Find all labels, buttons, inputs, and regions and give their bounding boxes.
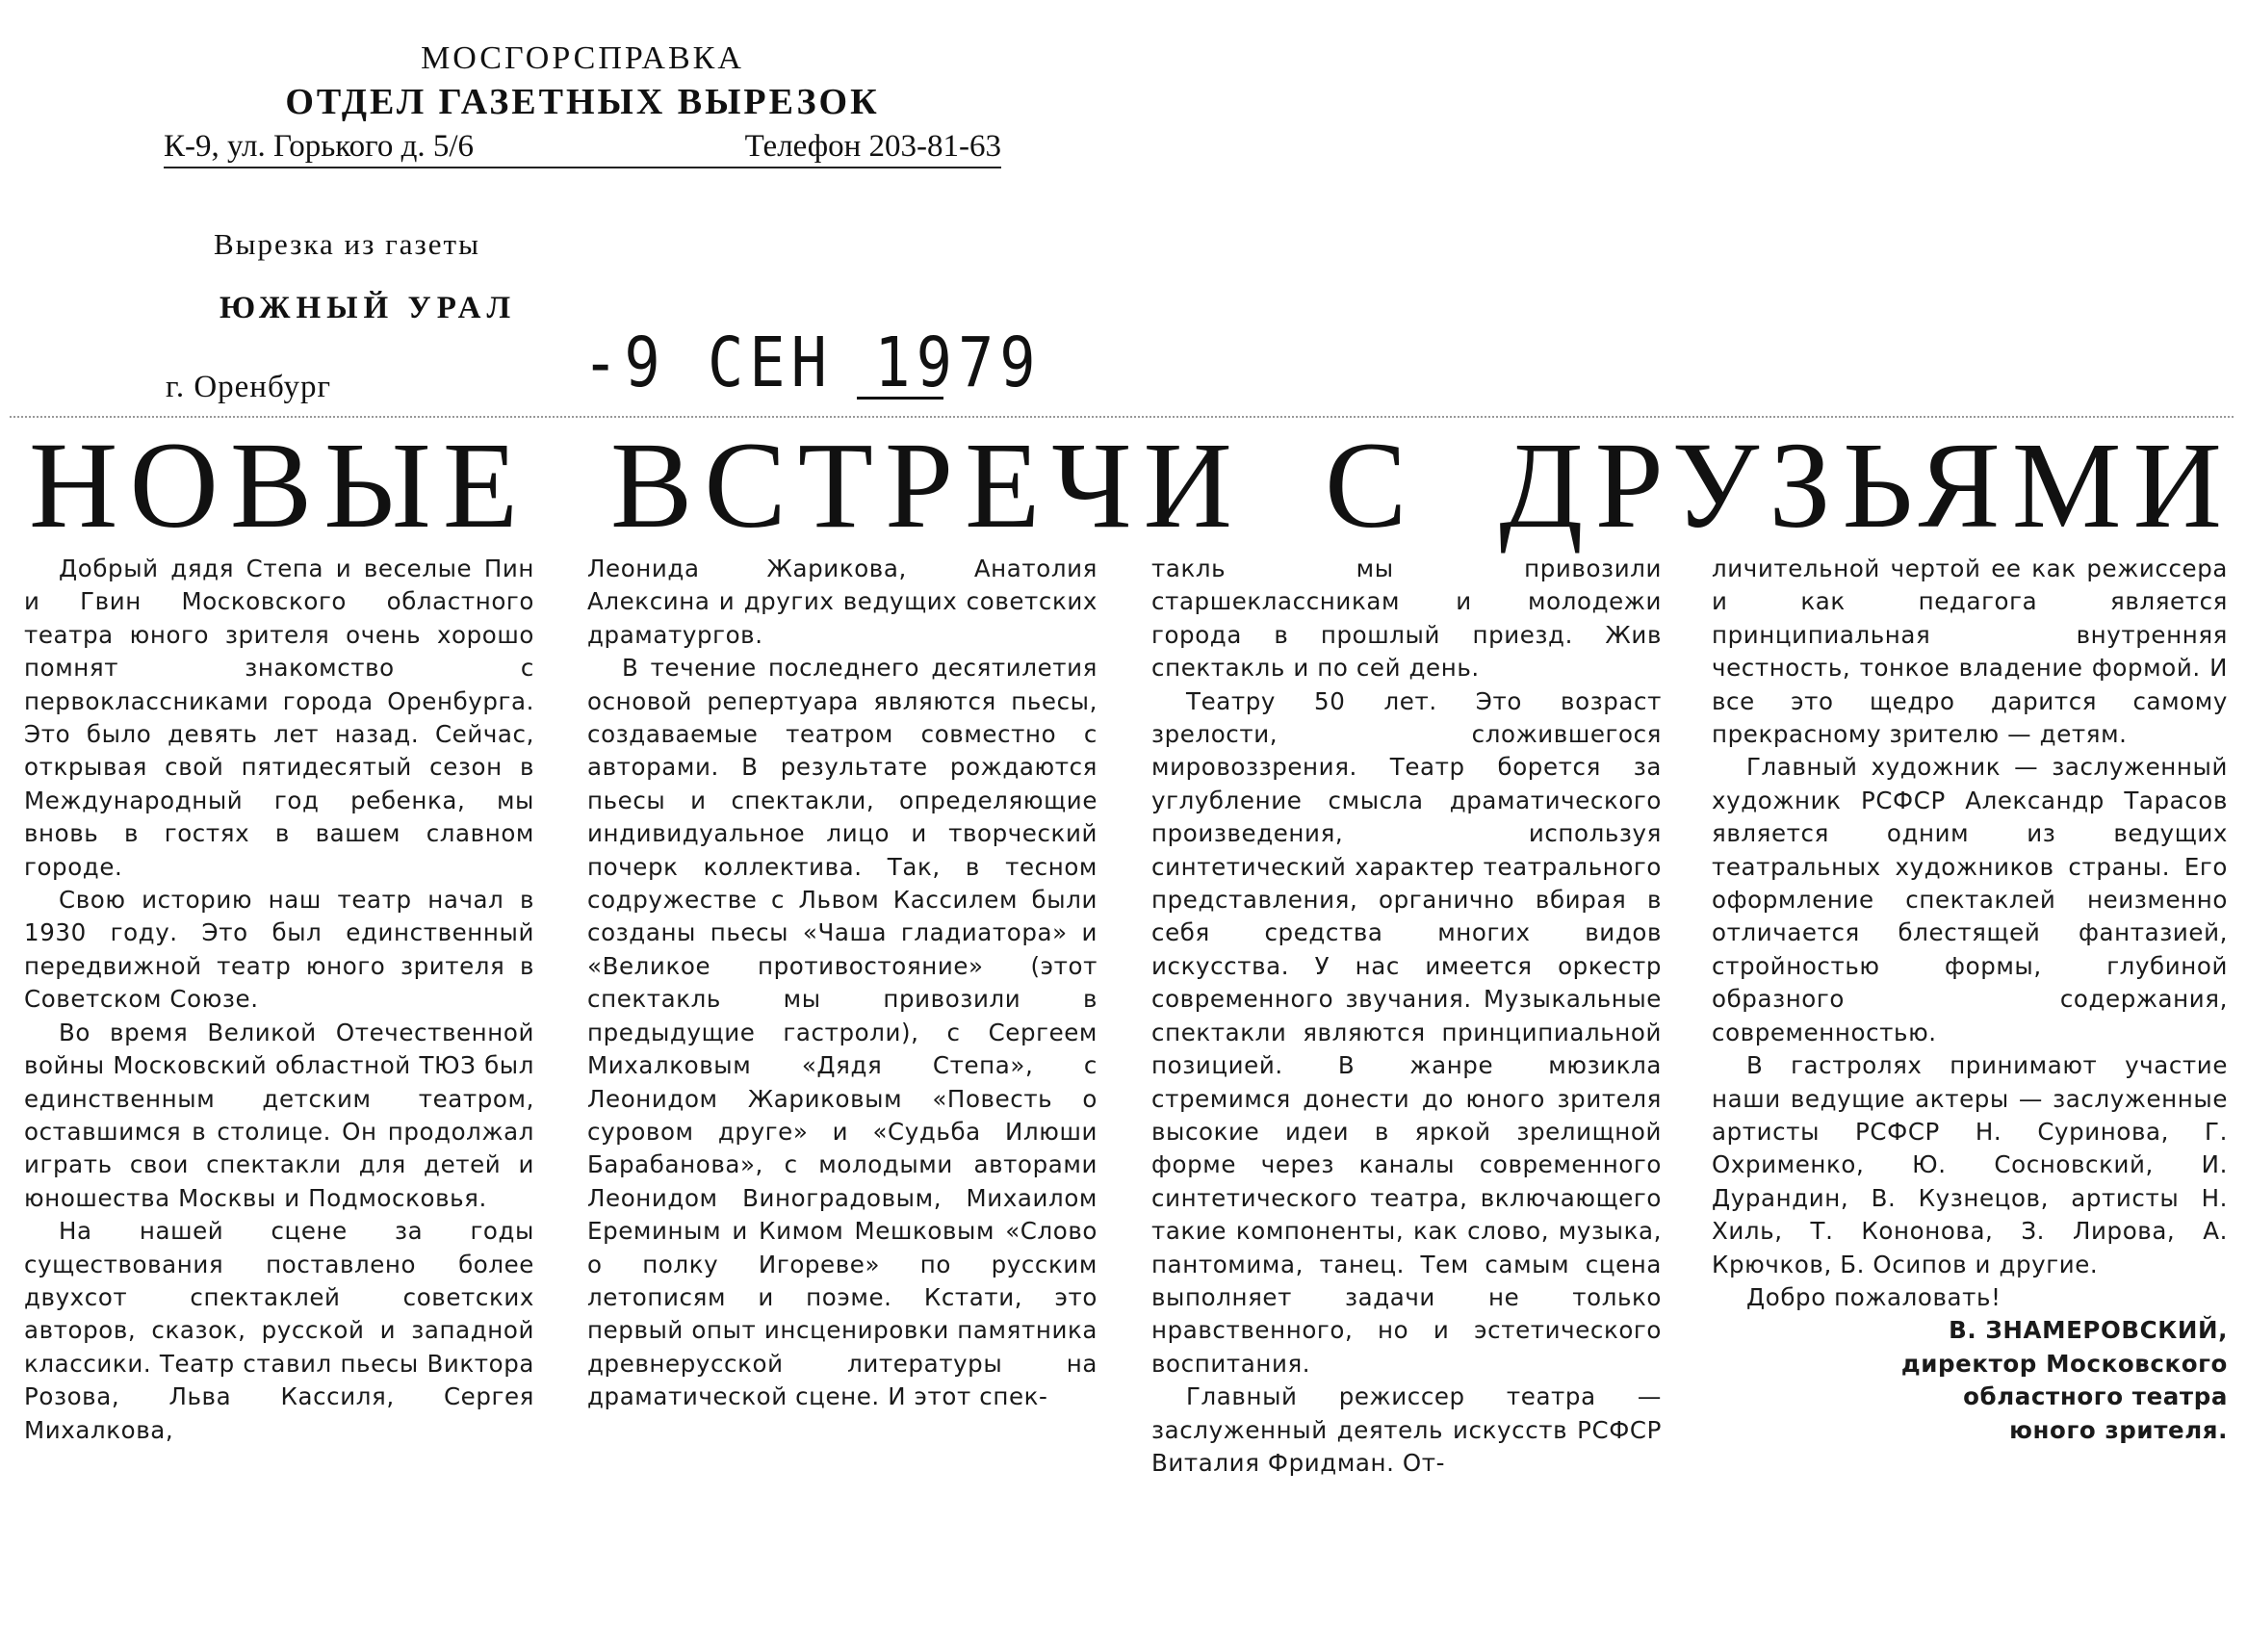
date-underline <box>857 397 943 400</box>
article-headline <box>29 417 2234 554</box>
agency-name: МОСГОРСПРАВКА <box>421 40 744 76</box>
paragraph: В течение последнего десятилетия основой репертуара являются пьесы, создаваемые театром совместно с авторами. В результате рождаются пьесы и спектакли, определяющие индивидуальное лицо и творческий почерк коллектива. Так, в тесном содружестве с Львом Кассилем были созданы пьесы «Чаша гладиатора» и «Великое противостояние» (этот спектакль мы привозили в предыдущие гастроли), с Сергеем Михалковым «Дядя Степа», с Леонидом Жариковым «Повесть о суровом друге» и «Судьба Илюши Барабанова», с молодыми авторами Леонидом Виноградовым, Михаилом Ереминым и Кимом Мешковым «Слово о полку Игореве» по русским летописям и поэме. Кстати, это первый опыт инсценировки памятника древнерусской литературы на драматической сцене. И этот спек- <box>587 654 1098 1411</box>
author-signature <box>1712 1314 2228 1447</box>
paragraph: Главный режиссер театра — заслуженный деятель искусств РСФСР Виталия Фридман. От- <box>1151 1382 1662 1477</box>
paragraph: Во время Великой Отечественной войны Московский областной ТЮЗ был единственным детским театром, оставшимся в столице. Он продолжал играть свои спектакли для детей и юношества Москвы и Подмосковья. <box>24 1018 534 1212</box>
newspaper-name: ЮЖНЫЙ УРАЛ <box>220 291 517 325</box>
paragraph: Добро пожаловать! <box>1746 1282 2002 1311</box>
author-name: В. ЗНАМЕРОВСКИЙ, <box>1949 1316 2228 1345</box>
stamp-phone: Телефон 203-81-63 <box>744 129 1001 164</box>
author-title: директор Московского <box>1900 1349 2228 1378</box>
stamp-address: К-9, ул. Горького д. 5/6 <box>164 129 475 164</box>
archive-stamp <box>164 40 1001 168</box>
stamp-contact <box>164 129 1001 168</box>
article-column-1 <box>24 553 534 1447</box>
author-title: юного зрителя. <box>2009 1415 2228 1444</box>
newspaper-city: г. Оренбург <box>166 370 332 404</box>
paragraph: личительной чертой ее как режиссера и как педагога является принципиальная внутренняя честность, тонкое владение формой. И все это щедро дарится самому прекрасному зрителю — детям. <box>1712 555 2228 749</box>
headline-word: ВСТРЕЧИ <box>610 417 1244 554</box>
date-stamp: -9 СЕН 1979 <box>582 322 1042 403</box>
clipping-from-label: Вырезка из газеты <box>214 227 480 261</box>
headline-word: ДРУЗЬЯМИ <box>1499 417 2234 554</box>
headline-word: С <box>1324 417 1419 554</box>
paragraph: Театру 50 лет. Это возраст зрелости, сложившегося мировоззрения. Театр борется за углубление смысла драматического произведения, используя синтетический характер театрального представления, органично вбирая в себя средства многих видов искусства. У нас имеется оркестр современного звучания. Музыкальные спектакли являются принципиальной позицией. В жанре мюзикла стремимся донести до юного зрителя высокие идеи в яркой зрелищной форме через каналы современного синтетического театра, включающего такие компоненты, как слово, музыка, пантомима, танец. Тем самым сцена выполняет задачи не только нравственного, но и эстетического воспитания. <box>1151 686 1662 1378</box>
paragraph: Добрый дядя Степа и веселые Пин и Гвин Московского областного театра юного зрителя очень хорошо помнят знакомство с первоклассниками города Оренбурга. Это было девять лет назад. Сейчас, открывая свой пятидесятый сезон в Международный год ребенка, мы вновь в гостях в вашем славном городе. <box>24 555 534 881</box>
paragraph: Леонида Жарикова, Анатолия Алексина и других ведущих советских драматургов. <box>587 555 1098 649</box>
paragraph: В гастролях принимают участие наши ведущие актеры — заслуженные артисты РСФСР Н. Суринова, Г. Охрименко, Ю. Сосновский, И. Дурандин, В. Кузнецов, артисты Н. Хиль, Т. Кононова, З. Лирова, А. Крючков, Б. Осипов и другие. <box>1712 1051 2228 1278</box>
article-column-2 <box>587 553 1098 1414</box>
department-name: ОТДЕЛ ГАЗЕТНЫХ ВЫРЕЗОК <box>285 82 880 122</box>
paragraph: На нашей сцене за годы существования поставлено более двухсот спектаклей советских авторов, сказок, русской и западной классики. Театр ставил пьесы Виктора Розова, Льва Кассиля, Сергея Михалкова, <box>24 1217 534 1444</box>
paragraph: такль мы привозили старшеклассникам и молодежи города в прошлый приезд. Жив спектакль и по сей день. <box>1151 555 1662 683</box>
article-column-4 <box>1712 553 2228 1447</box>
paragraph: Свою историю наш театр начал в 1930 году. Это был единственный передвижной театр юного зрителя в Советском Союзе. <box>24 886 534 1014</box>
paragraph: Главный художник — заслуженный художник РСФСР Александр Тарасов является одним из ведущих театральных художников страны. Его оформление спектаклей неизменно отличается блестящей фантазией, стройностью формы, глубиной образного содержания, современностью. <box>1712 753 2228 1046</box>
article-column-3 <box>1151 553 1662 1480</box>
author-title: областного театра <box>1963 1382 2228 1411</box>
headline-word: НОВЫЕ <box>29 417 530 554</box>
